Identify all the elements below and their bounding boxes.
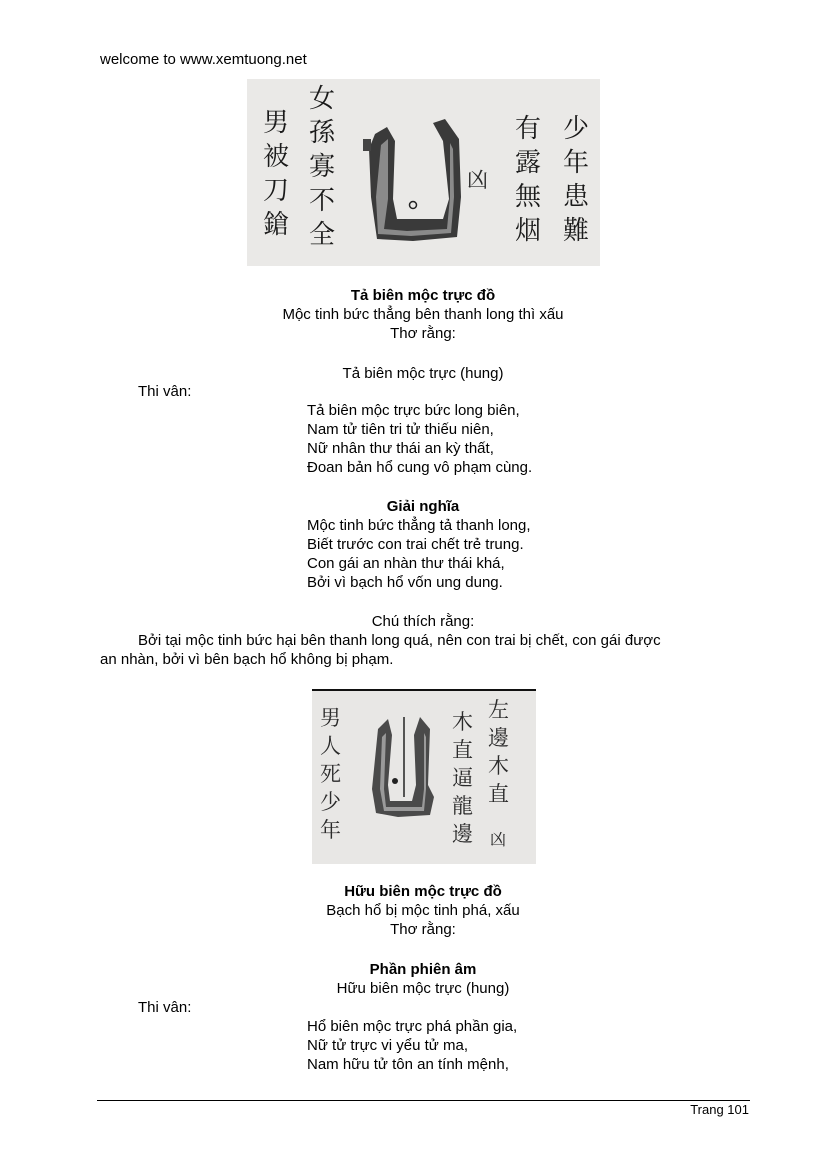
svg-text:年: 年	[563, 148, 590, 178]
section-2-poem-line: Hổ biên mộc trực phá phần gia,	[307, 1018, 518, 1035]
section-1-subtitle: Mộc tinh bức thẳng bên thanh long thì xấu	[282, 306, 564, 323]
section-2-poem-title: Hữu biên mộc trực (hung)	[336, 980, 510, 997]
figure-right-wood-straight	[312, 689, 536, 864]
svg-text:凶: 凶	[490, 830, 507, 849]
svg-text:鎗: 鎗	[263, 210, 290, 240]
svg-text:少: 少	[563, 114, 590, 144]
figure-2-drawing	[312, 689, 536, 864]
section-1-title: Tả biên mộc trực đồ	[350, 287, 496, 304]
section-2-title: Hữu biên mộc trực đồ	[344, 883, 502, 900]
svg-text:直: 直	[488, 782, 509, 806]
svg-text:露: 露	[515, 148, 542, 178]
section-1-meaning-line: Bởi vì bạch hổ vốn ung dung.	[307, 574, 503, 591]
section-1-tho-rang: Thơ rằng:	[390, 325, 456, 342]
section-2-subtitle: Bạch hổ bị mộc tinh phá, xấu	[326, 902, 520, 919]
figure-1-drawing	[247, 79, 600, 266]
section-2-thi-van: Thi vân:	[138, 999, 192, 1016]
section-1-meaning-line: Mộc tinh bức thẳng tả thanh long,	[307, 517, 531, 534]
svg-text:木: 木	[488, 754, 509, 778]
svg-text:不: 不	[309, 186, 336, 216]
page-number: Trang 101	[690, 1102, 749, 1117]
svg-text:逼: 逼	[452, 766, 473, 790]
svg-text:被: 被	[263, 142, 290, 172]
svg-text:邊: 邊	[452, 822, 473, 846]
figure-2-text-left	[320, 706, 341, 842]
section-1-note-line-1: Bởi tại mộc tinh bức hại bên thanh long quá, nên con trai bị chết, con gái được	[138, 632, 661, 649]
section-1-thi-van: Thi vân:	[138, 383, 192, 400]
svg-text:難: 難	[563, 216, 590, 246]
svg-text:有: 有	[515, 114, 542, 144]
section-1-chu-thich: Chú thích rằng:	[371, 613, 475, 630]
svg-text:男: 男	[320, 706, 341, 730]
svg-text:龍: 龍	[452, 794, 473, 818]
svg-text:無: 無	[515, 182, 542, 212]
svg-text:木: 木	[452, 710, 473, 734]
svg-text:女: 女	[309, 84, 336, 114]
site-header: welcome to www.xemtuong.net	[100, 51, 307, 68]
figure-left-wood-straight	[247, 79, 600, 266]
section-2-poem-line: Nữ tử trực vi yểu tử ma,	[307, 1037, 469, 1054]
svg-text:孫: 孫	[309, 118, 336, 148]
section-1-poem-line: Nữ nhân thư thái an kỳ thất,	[307, 440, 494, 457]
svg-text:左: 左	[488, 698, 509, 722]
svg-text:烟: 烟	[515, 216, 542, 246]
svg-text:寡: 寡	[309, 152, 336, 182]
svg-text:凶: 凶	[467, 168, 488, 192]
section-1-meaning-line: Con gái an nhàn thư thái khá,	[307, 555, 505, 572]
svg-text:少: 少	[320, 790, 341, 814]
section-1-poem-title: Tả biên mộc trực (hung)	[342, 365, 504, 382]
svg-text:男: 男	[263, 108, 290, 138]
section-1-meaning-line: Biết trước con trai chết trẻ trung.	[307, 536, 524, 553]
svg-text:人: 人	[320, 734, 341, 758]
section-1-note-line-2: an nhàn, bởi vì bên bạch hổ không bị phạm.	[100, 651, 394, 668]
svg-text:邊: 邊	[488, 726, 509, 750]
footer-rule	[97, 1100, 750, 1101]
svg-text:患: 患	[563, 182, 590, 212]
svg-text:全: 全	[309, 220, 336, 250]
section-2-poem-line: Nam hữu tử tôn an tính mệnh,	[307, 1056, 509, 1073]
section-2-phan-phien-am: Phần phiên âm	[369, 961, 477, 978]
section-1-poem-line: Đoan bản hổ cung vô phạm cùng.	[307, 459, 533, 476]
svg-text:年: 年	[320, 818, 341, 842]
section-2-tho-rang: Thơ rằng:	[390, 921, 456, 938]
svg-text:死: 死	[320, 762, 341, 786]
svg-text:刀: 刀	[263, 176, 290, 206]
section-1-poem-line: Nam tử tiên tri tử thiếu niên,	[307, 421, 494, 438]
svg-text:直: 直	[452, 738, 473, 762]
section-1-poem-line: Tả biên mộc trực bức long biên,	[307, 402, 520, 419]
section-1-giai-nghia: Giải nghĩa	[386, 498, 460, 515]
